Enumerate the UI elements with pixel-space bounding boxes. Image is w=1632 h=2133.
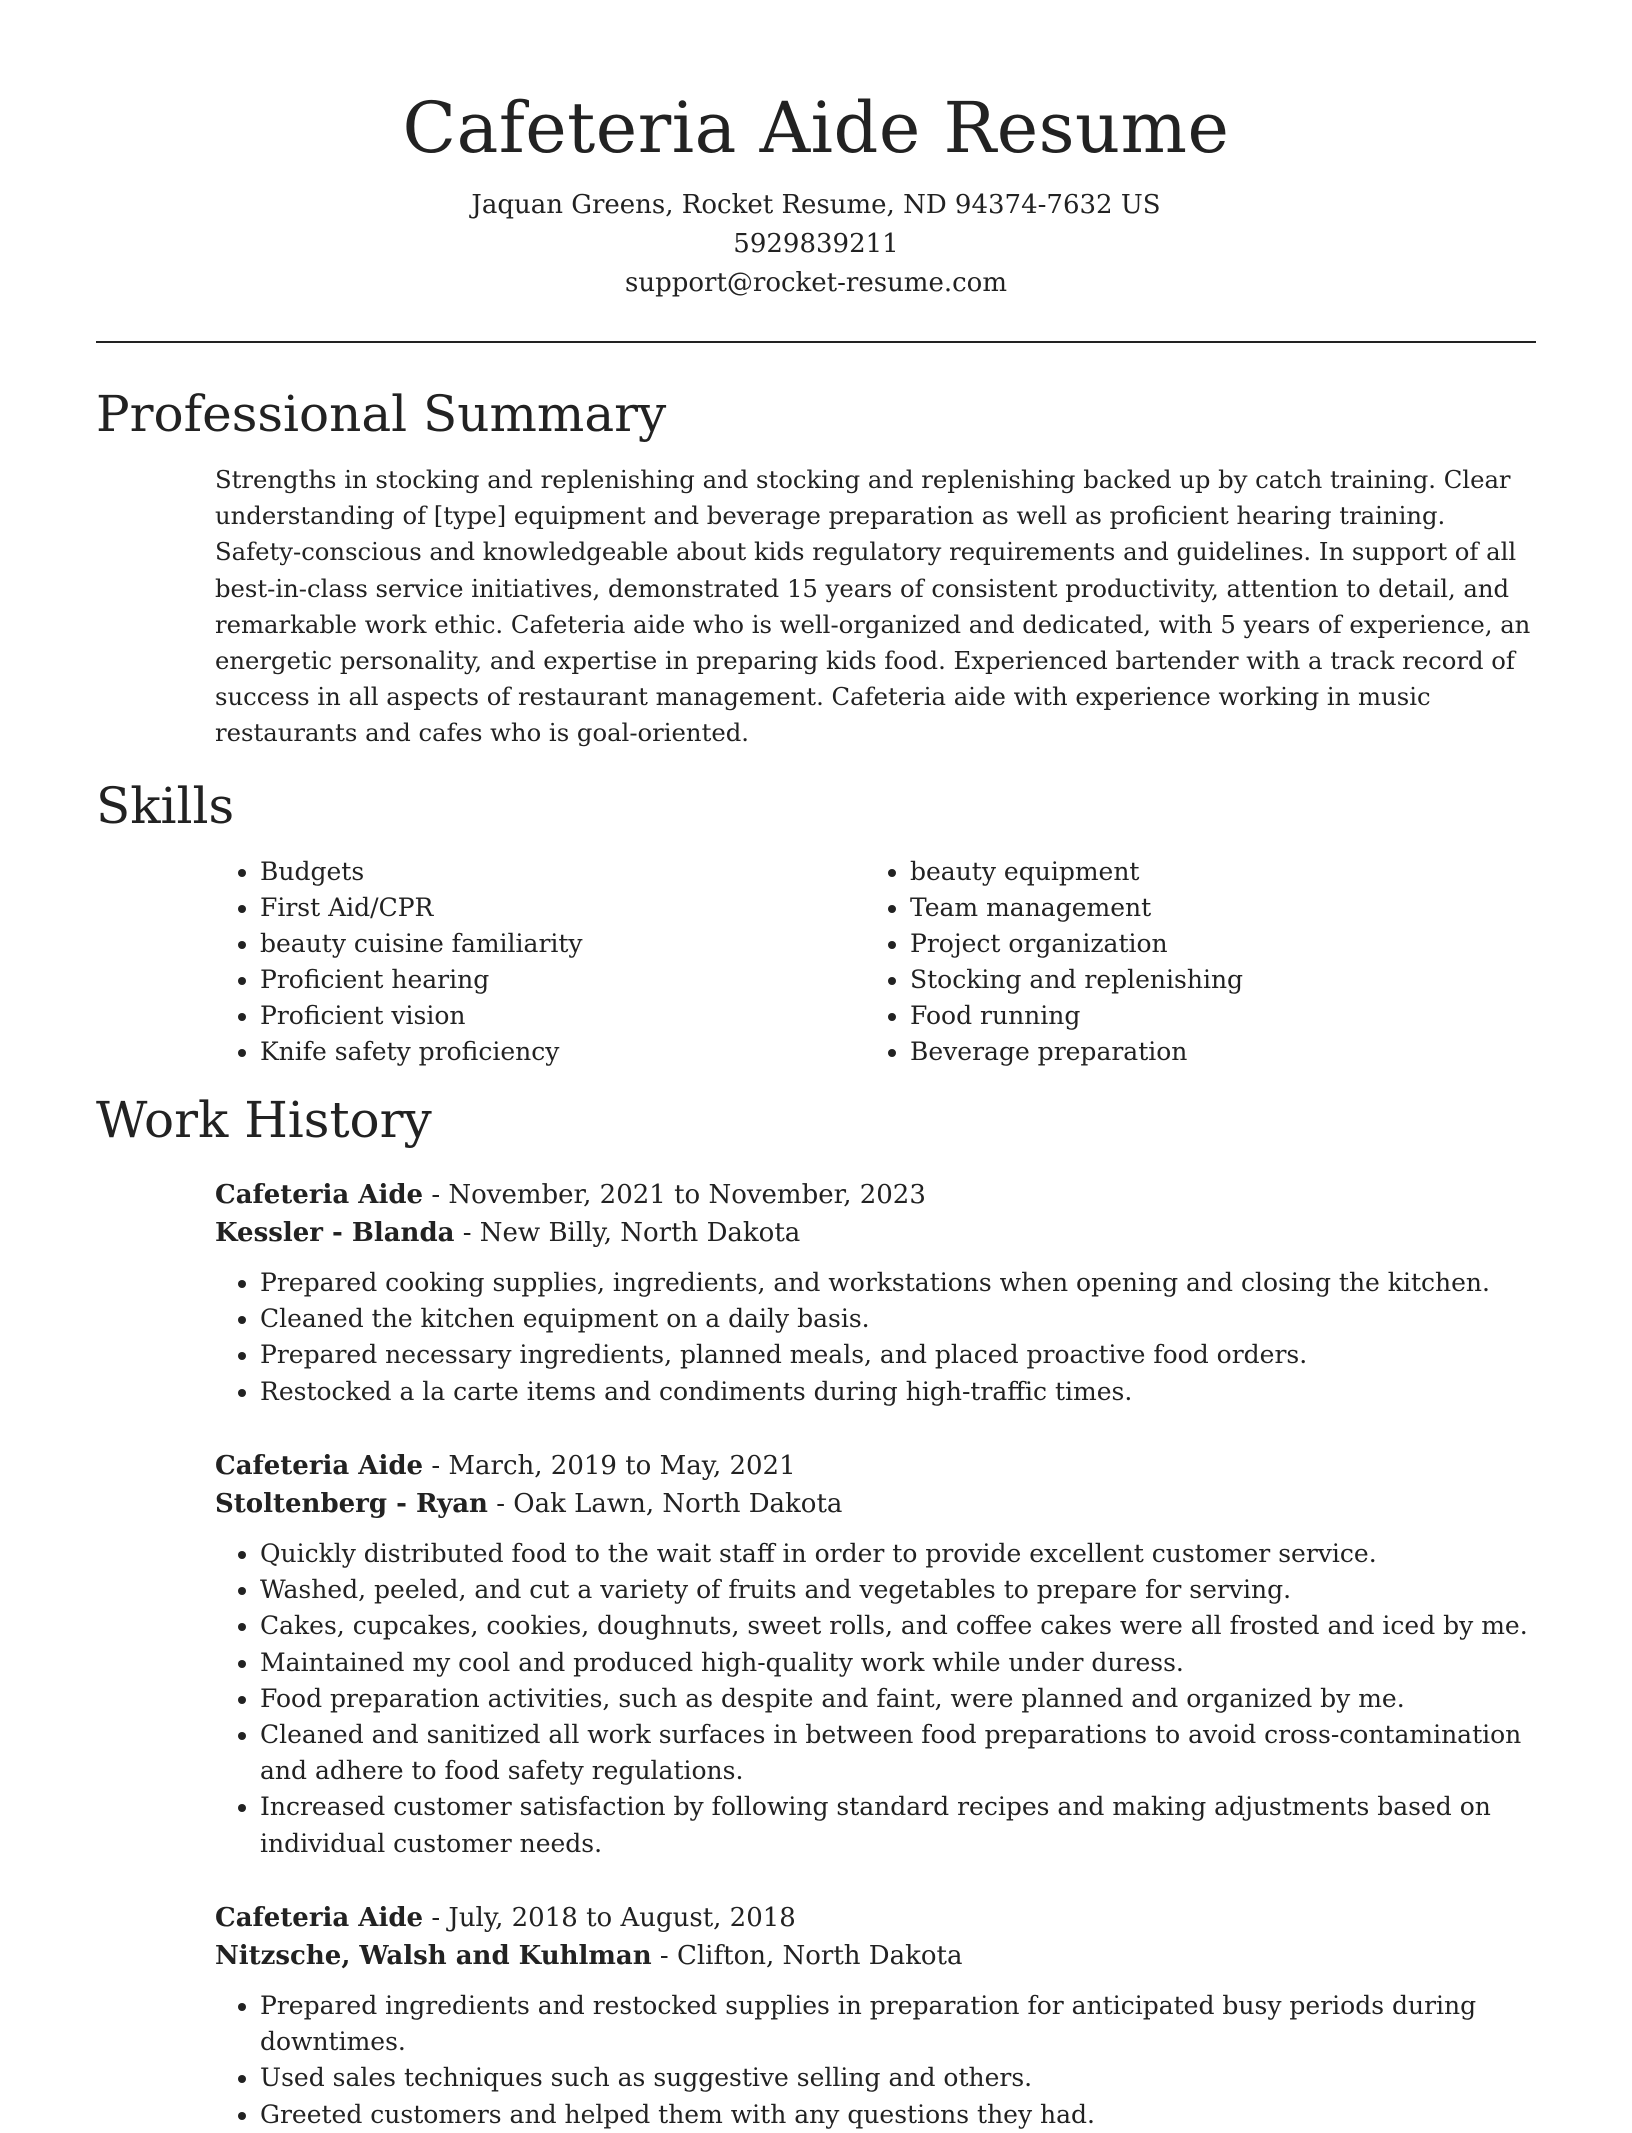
job-title: Cafeteria Aide: [215, 1903, 424, 1933]
job-bullet: • Used sales techniques such as suggestive selling and others.: [260, 2060, 1545, 2096]
summary-heading: Professional Summary: [96, 385, 667, 443]
skills-column-left: [215, 854, 880, 1070]
job-title-line: [215, 1899, 1545, 1937]
job-company-line: [215, 1214, 1545, 1252]
skill-item: • Proficient hearing: [260, 962, 880, 998]
job-bullet: • Cleaned and sanitized all work surfaces in between food preparations to avoid cross-contamination and adhere to food safety regulations.: [260, 1717, 1545, 1789]
job-title: Cafeteria Aide: [215, 1451, 424, 1481]
job-company-line: [215, 1485, 1545, 1523]
job-dates: - November, 2021 to November, 2023: [423, 1180, 926, 1210]
contact-email: support@rocket-resume.com: [624, 268, 1007, 298]
job-bullets: [215, 1988, 1545, 2133]
job-location: - Clifton, North Dakota: [651, 1941, 963, 1971]
job-bullet: • Increased customer satisfaction by following standard recipes and making adjustments based on individual customer needs.: [260, 1789, 1545, 1861]
job-bullet: • Quickly distributed food to the wait staff in order to provide excellent customer service.: [260, 1536, 1545, 1572]
skills-column-right: [865, 854, 1530, 1070]
job-entry: [215, 1176, 1545, 1410]
job-bullet: • Maintained my cool and produced high-quality work while under duress.: [260, 1645, 1545, 1681]
contact-phone: 5929839211: [733, 229, 899, 259]
header-divider: [96, 341, 1536, 343]
skill-item: • Knife safety proficiency: [260, 1034, 880, 1070]
skill-item: • Proficient vision: [260, 998, 880, 1034]
summary-text: Strengths in stocking and replenishing and stocking and replenishing backed up by catch training. Clear understanding of [type] equipment and beverage preparation as well as proficient hearing training. Safety-conscious and knowledgeable about kids regulatory requirements and guidelines. In support of all best-in-class service initiatives, demonstrated 15 years of consistent productivity, attention to detail, and remarkable work ethic. Cafeteria aide who is well-organized and dedicated, with 5 years of experience, an energetic personality, and expertise in preparing kids food. Experienced bartender with a track record of success in all aspects of restaurant management. Cafeteria aide with experience working in music restaurants and cafes who is goal-oriented.: [215, 465, 1531, 748]
skill-item: • Budgets: [260, 854, 880, 890]
skills-list: [215, 854, 1535, 1084]
job-bullets: [215, 1265, 1545, 1410]
job-bullet: • Prepared ingredients and restocked supplies in preparation for anticipated busy periods during downtimes.: [260, 1988, 1545, 2060]
skill-item: • Project organization: [910, 926, 1530, 962]
job-location: - New Billy, North Dakota: [454, 1218, 801, 1248]
work-history-heading: Work History: [96, 1091, 432, 1149]
job-bullet: • Food preparation activities, such as despite and faint, were planned and organized by me.: [260, 1681, 1545, 1717]
job-bullet: • Prepared cooking supplies, ingredients, and workstations when opening and closing the kitchen.: [260, 1265, 1545, 1301]
job-entry: [215, 1447, 1545, 1862]
job-company: Nitzsche, Walsh and Kuhlman: [215, 1941, 652, 1971]
skill-item: • Beverage preparation: [910, 1034, 1530, 1070]
job-bullet: • Restocked a la carte items and condiments during high-traffic times.: [260, 1374, 1545, 1410]
skill-item: • Stocking and replenishing: [910, 962, 1530, 998]
job-bullet: • Greeted customers and helped them with any questions they had.: [260, 2097, 1545, 2133]
contact-address: Jaquan Greens, Rocket Resume, ND 94374-7632 US: [471, 190, 1161, 220]
job-entry: [215, 1899, 1545, 2133]
job-bullet: • Washed, peeled, and cut a variety of fruits and vegetables to prepare for serving.: [260, 1572, 1545, 1608]
skill-item: • beauty cuisine familiarity: [260, 926, 880, 962]
job-company: Kessler - Blanda: [215, 1218, 455, 1248]
skill-item: • Team management: [910, 890, 1530, 926]
job-bullet: • Cleaned the kitchen equipment on a daily basis.: [260, 1301, 1545, 1337]
skill-item: • beauty equipment: [910, 854, 1530, 890]
skill-item: • First Aid/CPR: [260, 890, 880, 926]
job-bullets: [215, 1536, 1545, 1862]
skill-item: • Food running: [910, 998, 1530, 1034]
contact-info: [0, 186, 1632, 303]
job-company: Stoltenberg - Ryan: [215, 1489, 488, 1519]
skills-heading: Skills: [96, 777, 235, 835]
resume-header: [0, 82, 1632, 303]
job-company-line: [215, 1937, 1545, 1975]
job-title-line: [215, 1447, 1545, 1485]
job-bullet: • Cakes, cupcakes, cookies, doughnuts, sweet rolls, and coffee cakes were all frosted and iced by me.: [260, 1608, 1545, 1644]
job-title-line: [215, 1176, 1545, 1214]
job-location: - Oak Lawn, North Dakota: [487, 1489, 843, 1519]
job-title: Cafeteria Aide: [215, 1180, 424, 1210]
job-bullet: • Prepared necessary ingredients, planned meals, and placed proactive food orders.: [260, 1337, 1545, 1373]
job-dates: - July, 2018 to August, 2018: [423, 1903, 796, 1933]
resume-title: Cafeteria Aide Resume: [402, 87, 1230, 169]
job-dates: - March, 2019 to May, 2021: [423, 1451, 796, 1481]
